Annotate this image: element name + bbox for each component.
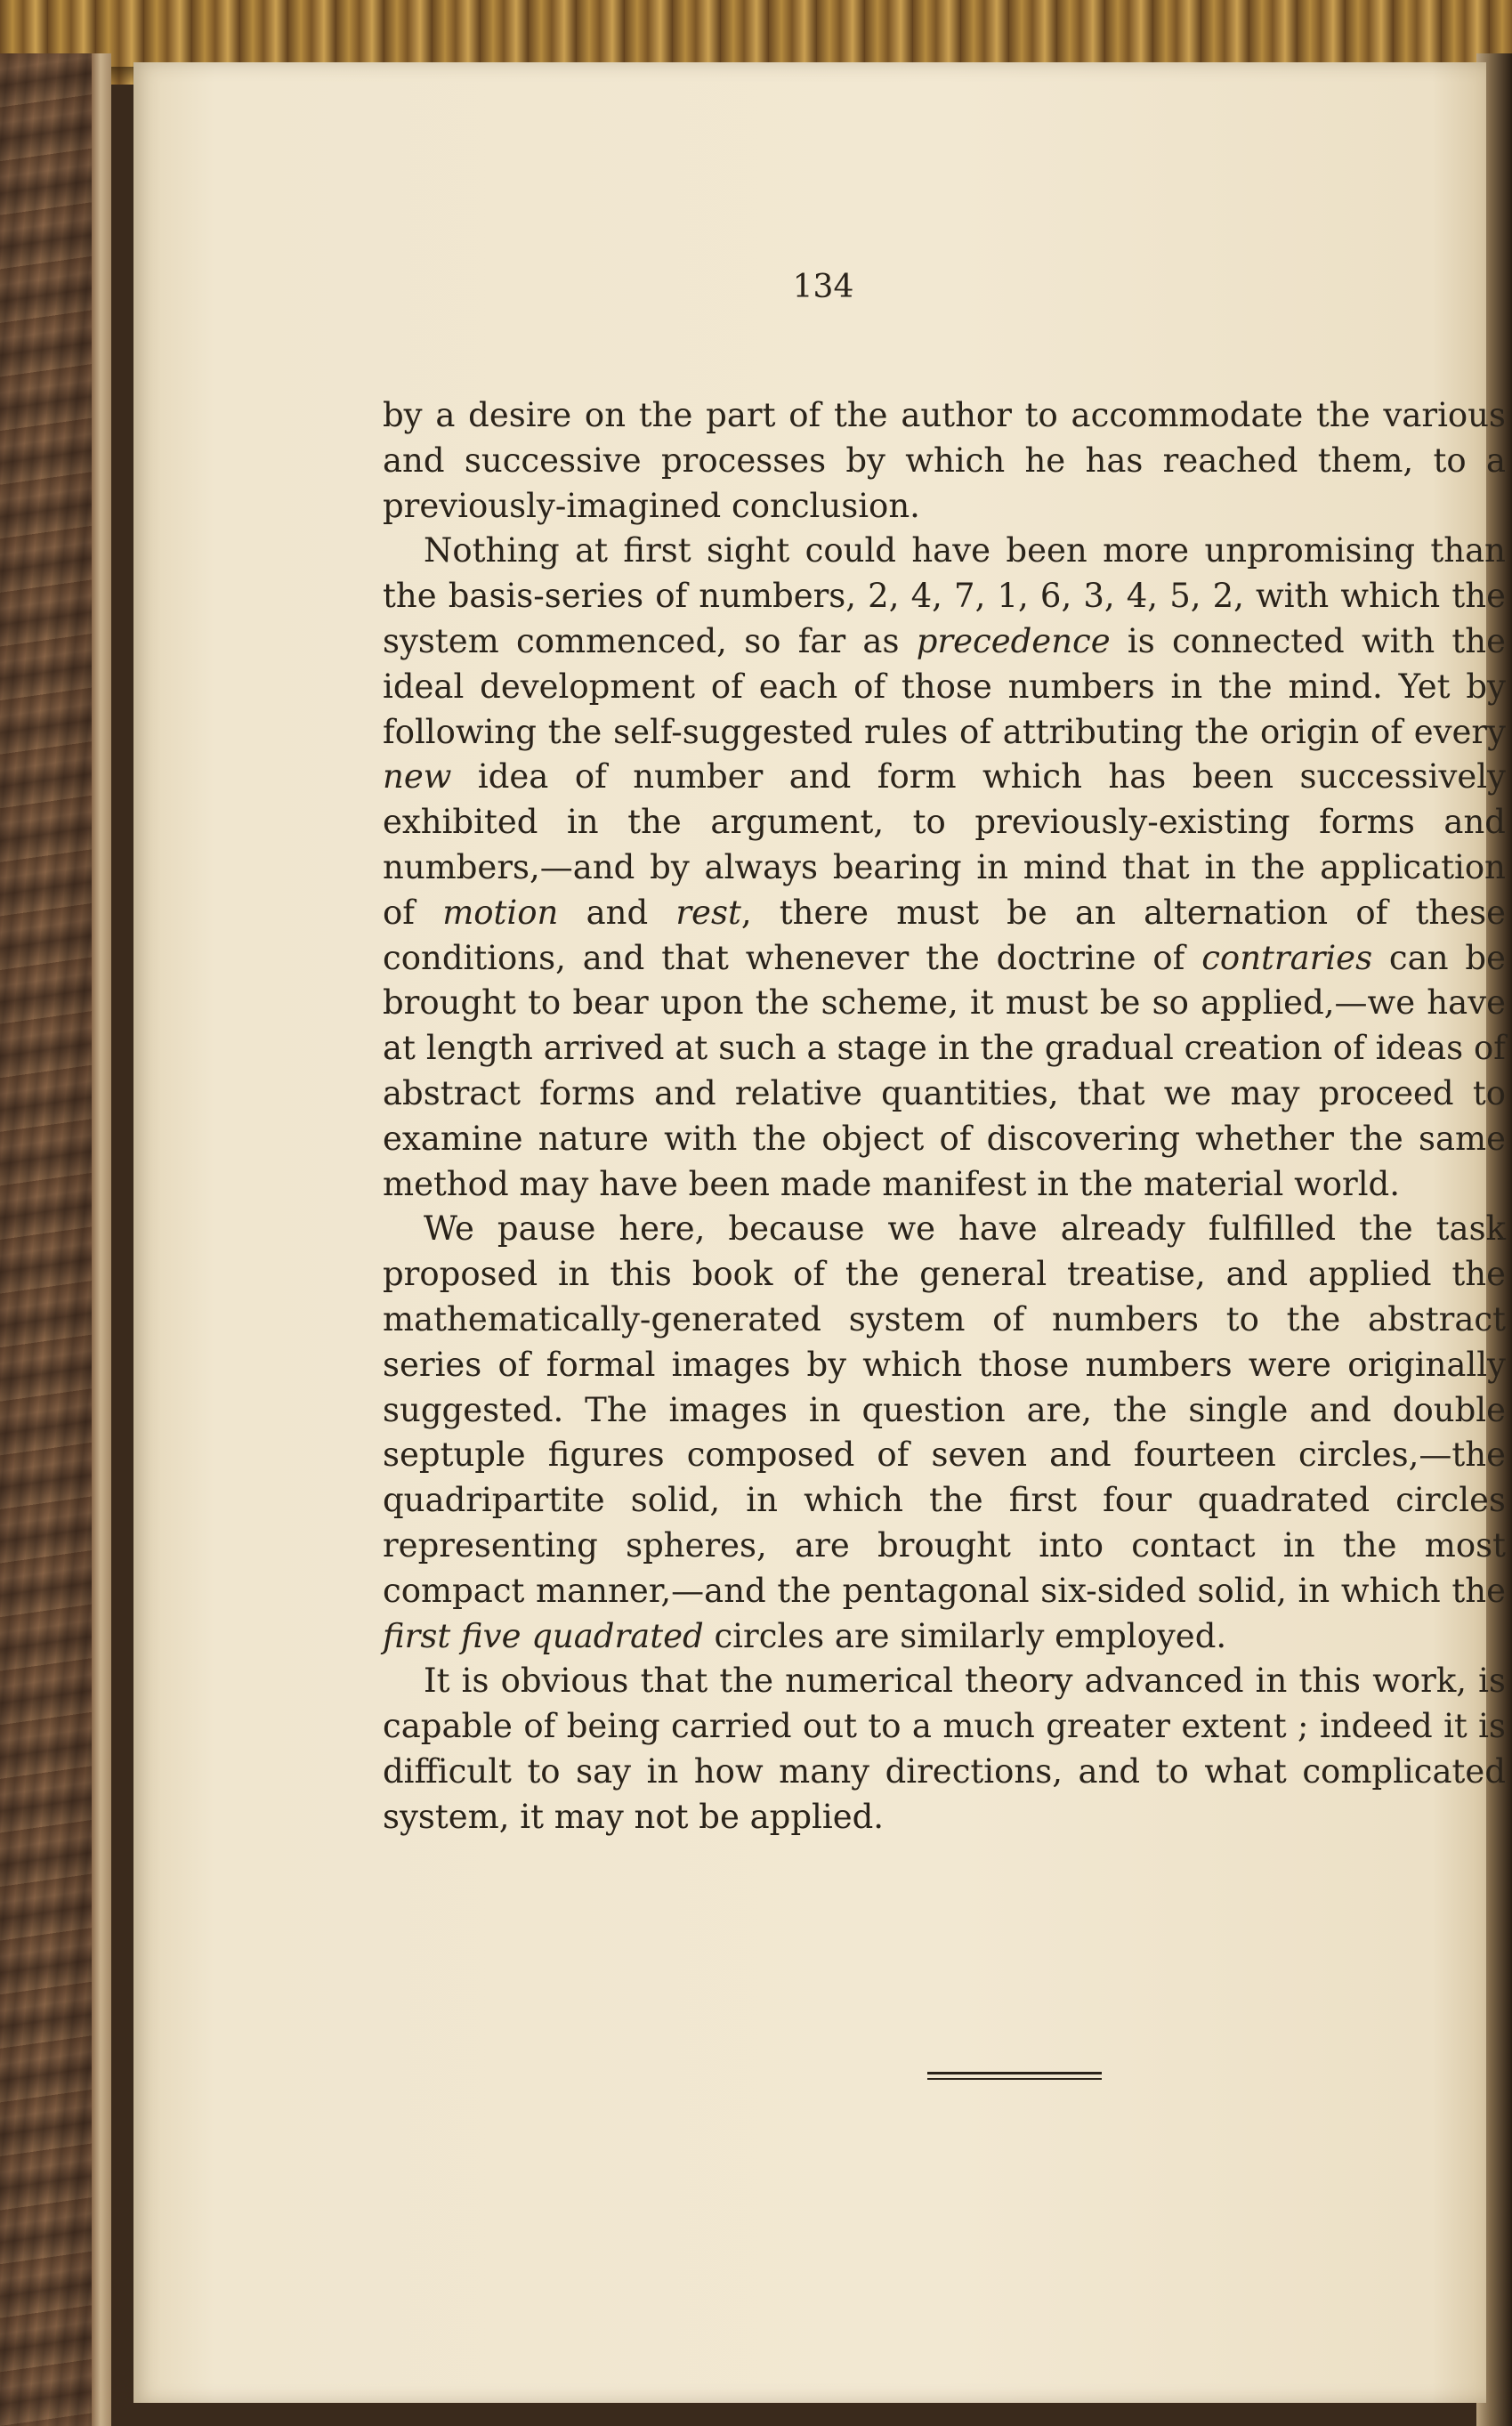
text-run: can be brought to bear upon the scheme, it must be so applied,—we have at length arrived at such a stage in the gradual creation of ideas of abstract forms and relative quantities, that we may proceed to examine nature with the object of discovering whether the same method may have been made manifest in the material world. <box>383 938 1507 1203</box>
book-page <box>133 62 1507 2403</box>
text-run: , there must be an alternation of these conditions, and that whenever the doctrine of <box>383 893 1506 977</box>
text-run: is connected with the ideal development of each of those numbers in the mind. Yet by following the self-suggested rules of attributing the origin of every <box>383 621 1507 751</box>
text-run: by a desire on the part of the author to accommodate the various and successive processes by which he has reached them, to a previously-imagined conclusion. <box>383 396 1506 525</box>
italic-text: rest <box>675 893 741 932</box>
text-run: idea of number and form which has been successively exhibited in the argument, to previously-existing forms and numbers,—and by always bearing in mind that in the application of <box>383 757 1506 932</box>
text-run: and <box>558 893 676 932</box>
page-number: 134 <box>792 269 854 305</box>
marbled-page-edge <box>0 53 111 2426</box>
italic-text: first five quadrated <box>383 1616 704 1655</box>
text-run: We pause here, because we have already fulfilled the task proposed in this book of the general treatise, and applied the mathematically-generated system of numbers to the abstract series of formal images by which those numbers were originally suggested. The images in question are, the single and double septuple figures composed of seven and fourteen circles,—the quadripartite solid, in which the first four quadrated circles representing spheres, are brought into contact in the most compact manner,—and the pentagonal six-sided solid, in which the <box>383 1209 1506 1610</box>
paragraph <box>383 1207 1506 1659</box>
italic-text: motion <box>442 893 559 932</box>
italic-text: new <box>383 757 452 797</box>
paragraph <box>383 529 1506 1207</box>
paragraph <box>383 393 1506 529</box>
text-run: Nothing at first sight could have been more unpromising than the basis-series of numbers, 2, 4, 7, 1, 6, 3, 4, 5, 2, with which the system commenced, so far as <box>383 531 1506 660</box>
end-rule <box>927 2072 1102 2080</box>
text-run: circles are similarly employed. <box>703 1616 1227 1655</box>
italic-text: contraries <box>1201 938 1373 977</box>
italic-text: precedence <box>916 621 1111 660</box>
body-text <box>383 393 1506 1840</box>
paragraph <box>383 1659 1506 1840</box>
text-run: It is obvious that the numerical theory advanced in this work, is capable of being carried out to a much greater extent ; indeed it is difficult to say in how many directions, and to what complicated system, it may not be applied. <box>383 1662 1506 1836</box>
